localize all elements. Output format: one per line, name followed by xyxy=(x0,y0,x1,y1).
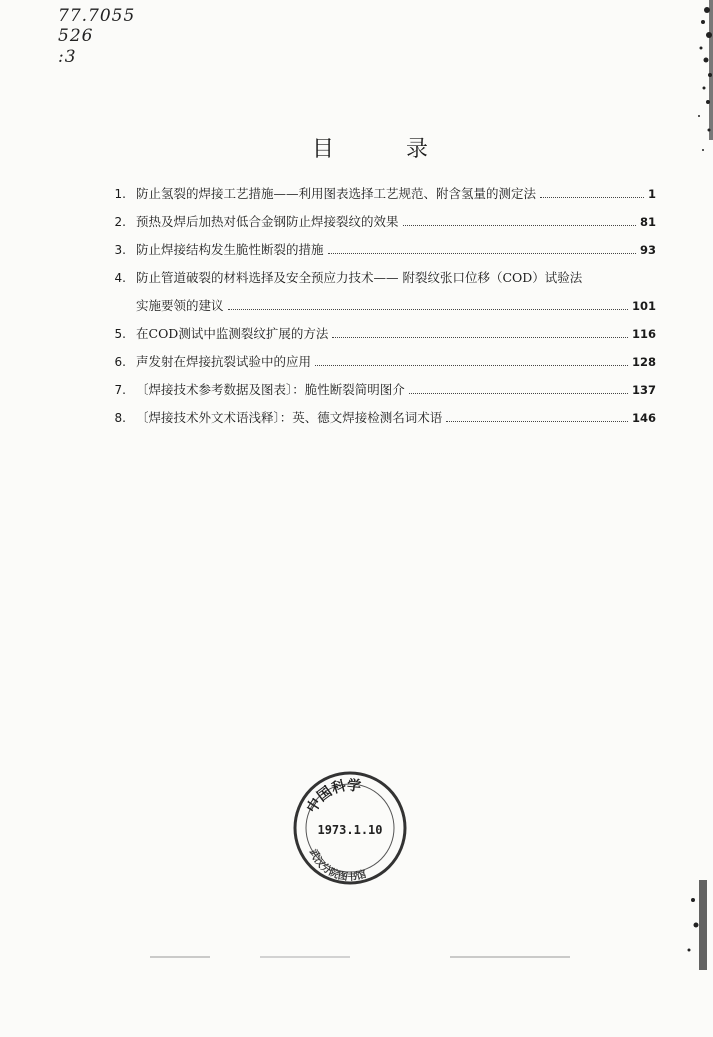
toc-entry xyxy=(96,376,656,404)
page-title-left: 目 xyxy=(312,137,335,162)
toc-entry-number: 5. xyxy=(114,327,126,341)
toc-leader-dots xyxy=(228,309,628,310)
toc-entry-page: 116 xyxy=(631,327,656,341)
toc-entry xyxy=(96,180,656,208)
toc-entry-number: 7. xyxy=(114,383,126,397)
handwritten-note: 77.7055 xyxy=(58,6,136,26)
handwritten-note: :3 xyxy=(58,47,77,67)
toc-entry-number: 3. xyxy=(114,243,126,257)
library-stamp xyxy=(290,768,410,888)
toc-leader-dots xyxy=(446,421,628,422)
toc-entry xyxy=(96,404,656,432)
toc-entry-number: 2. xyxy=(114,215,126,229)
page-title-right: 录 xyxy=(406,137,429,162)
toc-entry-page: 146 xyxy=(631,411,656,425)
toc-leader-dots xyxy=(409,393,628,394)
toc-entry-title: 〔焊接技术参考数据及图表〕：脆性断裂简明图介 xyxy=(136,382,405,397)
toc-entry-page: 81 xyxy=(639,215,656,229)
table-of-contents xyxy=(96,180,656,432)
scan-artifact-line xyxy=(150,955,570,959)
toc-entry-title: 声发射在焊接抗裂试验中的应用 xyxy=(136,354,312,369)
toc-entry-title: 预热及焊后加热对低合金钢防止焊接裂纹的效果 xyxy=(136,214,399,229)
toc-entry-page: 93 xyxy=(639,243,656,257)
scan-shadow-top-right xyxy=(673,0,713,170)
toc-leader-dots xyxy=(315,365,628,366)
toc-entry-title-continued: 实施要领的建议 xyxy=(136,298,224,313)
toc-entry-number: 8. xyxy=(114,411,126,425)
toc-entry-title: 防止管道破裂的材料选择及安全预应力技术—— 附裂纹张口位移（COD）试验法 xyxy=(136,270,583,285)
toc-entry-number: 6. xyxy=(114,355,126,369)
handwritten-note: 526 xyxy=(58,26,94,46)
toc-entry-title: 防止氢裂的焊接工艺措施——利用图表选择工艺规范、附含氢量的测定法 xyxy=(136,186,537,201)
toc-entry-title: 在COD测试中监测裂纹扩展的方法 xyxy=(136,326,329,341)
toc-entry-title: 防止焊接结构发生脆性断裂的措施 xyxy=(136,242,324,257)
toc-entry-number: 1. xyxy=(114,187,126,201)
stamp-date: 1973.1.10 xyxy=(317,823,383,837)
stamp-bottom-text: 武汉分院图书馆 xyxy=(307,847,368,884)
toc-entry-page: 128 xyxy=(631,355,656,369)
toc-entry xyxy=(96,348,656,376)
toc-entry xyxy=(96,264,656,320)
toc-entry xyxy=(96,208,656,236)
toc-entry-page: 137 xyxy=(631,383,656,397)
toc-entry-page: 101 xyxy=(631,299,656,313)
toc-leader-dots xyxy=(328,253,636,254)
toc-entry xyxy=(96,320,656,348)
toc-leader-dots xyxy=(332,337,628,338)
toc-entry-title: 〔焊接技术外文术语浅释〕：英、德文焊接检测名词术语 xyxy=(136,410,443,425)
toc-leader-dots xyxy=(403,225,636,226)
stamp-top-text: 中国科学 xyxy=(303,777,362,816)
scan-shadow-bottom-right xyxy=(677,880,707,970)
toc-leader-dots xyxy=(540,197,644,198)
toc-entry-number: 4. xyxy=(114,271,126,285)
toc-entry-page: 1 xyxy=(647,187,656,201)
toc-entry xyxy=(96,236,656,264)
page-title xyxy=(312,132,428,163)
